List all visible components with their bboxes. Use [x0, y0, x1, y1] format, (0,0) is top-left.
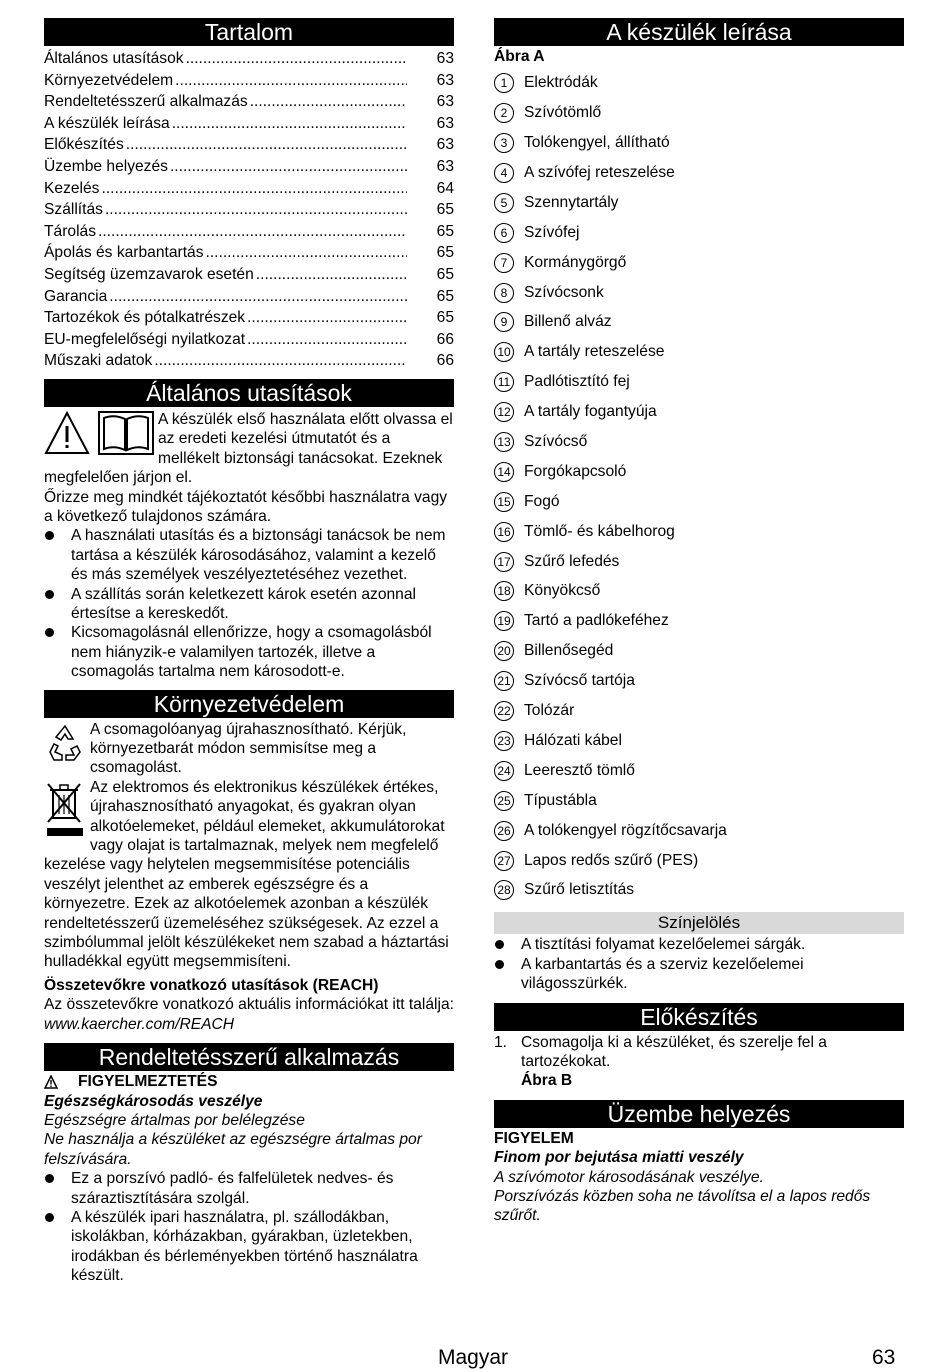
- bullet-item: A készülék ipari használatra, pl. szállodákban, iskolákban, kórházakban, gyárakban, üzletekben, irodákban és bérleményekben történő használatra készült.: [44, 1208, 454, 1286]
- part-number-badge: 24: [494, 761, 514, 781]
- part-item: [494, 487, 904, 517]
- hazard-line: Ne használja a készüléket az egészségre ártalmas por felszívására.: [44, 1131, 422, 1168]
- part-label: Billenő alváz: [524, 313, 612, 331]
- crossed-bin-icon: [44, 780, 86, 840]
- bullet-item: Ez a porszívó padló- és falfelületek nedves- és száraztisztítására szolgál.: [44, 1169, 454, 1208]
- warning-label-row: [44, 1072, 454, 1091]
- toc-item[interactable]: [44, 307, 454, 329]
- part-item: [494, 278, 904, 308]
- part-label: A tartály fogantyúja: [524, 403, 657, 421]
- part-item: [494, 367, 904, 397]
- hazard-title: Egészségkárosodás veszélye: [44, 1092, 263, 1110]
- part-label: Elektródák: [524, 74, 598, 92]
- preparation-heading: Előkészítés: [494, 1003, 904, 1031]
- toc-leader: [154, 350, 407, 372]
- toc-item[interactable]: [44, 286, 454, 308]
- parts-list: [494, 68, 904, 905]
- part-item: [494, 98, 904, 128]
- toc-item[interactable]: [44, 221, 454, 243]
- part-number-badge: 10: [494, 342, 514, 362]
- right-column: [494, 18, 904, 1226]
- part-item: [494, 726, 904, 756]
- prep-step-text: Csomagolja ki a készüléket, és szerelje fel a tartozékokat.: [521, 1033, 827, 1070]
- toc-leader: [170, 156, 407, 178]
- part-number-badge: 9: [494, 312, 514, 332]
- toc-leader: [247, 307, 407, 329]
- toc-item-page: 65: [436, 222, 454, 240]
- color-coding-heading: Színjelölés: [494, 912, 904, 934]
- part-item: [494, 875, 904, 905]
- environment-heading: Környezetvédelem: [44, 690, 454, 718]
- part-item: [494, 427, 904, 457]
- part-label: Lapos redős szűrő (PES): [524, 851, 699, 869]
- toc-item-page: 63: [436, 71, 454, 89]
- startup-heading: Üzembe helyezés: [494, 1100, 904, 1128]
- part-item: [494, 517, 904, 547]
- part-label: A szívófej reteszelése: [524, 164, 675, 182]
- toc-leader: [186, 48, 407, 70]
- hazard-line: A szívómotor károsodásának veszélye.: [494, 1168, 764, 1186]
- notice-label: FIGYELEM: [494, 1129, 574, 1147]
- part-number-badge: 8: [494, 283, 514, 303]
- toc-item[interactable]: [44, 156, 454, 178]
- part-item: [494, 547, 904, 577]
- part-number-badge: 4: [494, 163, 514, 183]
- intended-use-section: [44, 1072, 454, 1285]
- part-item: [494, 337, 904, 367]
- reach-paragraph: [44, 995, 454, 1034]
- general-intro: A készülék első használata előtt olvassa el az eredeti kezelési útmutatót és a mellékelt biztonsági tanácsokat. Ezeknek megfelelően járjon el.: [44, 410, 453, 487]
- toc-item-page: 65: [436, 287, 454, 305]
- toc-item-title: Ápolás és karbantartás: [44, 244, 204, 262]
- bullet-item: A használati utasítás és a biztonsági tanácsok be nem tartása a készülék károsodásához, valamint a kezelő és más személyek veszélyeztetéséhez vezethet.: [44, 526, 454, 584]
- reach-text: Az összetevőkre vonatkozó aktuális információkat itt találja:: [44, 996, 454, 1014]
- reach-heading: Összetevőkre vonatkozó utasítások (REACH): [44, 976, 379, 994]
- part-item: [494, 248, 904, 278]
- part-label: Tömlő- és kábelhorog: [524, 522, 675, 540]
- part-item: [494, 397, 904, 427]
- toc-item-page: 65: [436, 265, 454, 283]
- part-number-badge: 15: [494, 492, 514, 512]
- toc-item[interactable]: [44, 199, 454, 221]
- hazard-line: Porszívózás közben soha ne távolítsa el a lapos redős szűrőt.: [494, 1188, 871, 1225]
- hazard-line: Egészségre ártalmas por belélegzése: [44, 1111, 305, 1129]
- part-label: Szívófej: [524, 223, 580, 241]
- part-number-badge: 22: [494, 701, 514, 721]
- toc-item-page: 66: [436, 330, 454, 348]
- warning-triangle-icon: [44, 411, 90, 457]
- bullet-item: A karbantartás és a szerviz kezelőelemei világosszürkék.: [494, 955, 904, 994]
- part-label: Forgókapcsoló: [524, 462, 627, 480]
- part-item: [494, 696, 904, 726]
- env-packaging-text: A csomagolóanyag újrahasznosítható. Kérjük, környezetbarát módon semmisítse meg a csomagolást.: [90, 720, 407, 777]
- toc-item-page: 63: [436, 50, 454, 67]
- toc-item-title: Tárolás: [44, 222, 96, 240]
- toc-item-title: Garancia: [44, 287, 108, 305]
- part-number-badge: 27: [494, 851, 514, 871]
- toc-item-title: Általános utasítások: [44, 50, 184, 67]
- part-item: [494, 606, 904, 636]
- toc-item[interactable]: [44, 329, 454, 351]
- figure-label: Ábra A: [494, 48, 545, 65]
- part-label: Típustábla: [524, 791, 597, 809]
- recycling-icon: [44, 722, 86, 764]
- toc-item-page: 63: [436, 157, 454, 175]
- part-number-badge: 16: [494, 522, 514, 542]
- bullet-item: A szállítás során keletkezett károk esetén azonnal értesítse a kereskedőt.: [44, 585, 454, 624]
- toc-item[interactable]: [44, 350, 454, 372]
- toc-leader: [105, 199, 407, 221]
- toc-list: [44, 48, 454, 372]
- part-label: Szűrő letisztítás: [524, 881, 635, 899]
- part-item: [494, 756, 904, 786]
- part-number-badge: 26: [494, 821, 514, 841]
- part-label: Szívócsonk: [524, 283, 604, 301]
- part-label: Könyökcső: [524, 582, 601, 600]
- toc-item[interactable]: [44, 264, 454, 286]
- part-label: Hálózati kábel: [524, 731, 622, 749]
- toc-item-page: 63: [436, 136, 454, 154]
- toc-leader: [250, 91, 407, 113]
- prep-figure-label: Ábra B: [521, 1072, 573, 1090]
- part-number-badge: 20: [494, 641, 514, 661]
- toc-item-title: EU-megfelelőségi nyilatkozat: [44, 330, 246, 348]
- part-item: [494, 846, 904, 876]
- manual-book-icon: [98, 410, 154, 456]
- warning-label: FIGYELMEZTETÉS: [78, 1073, 218, 1091]
- prep-step-number: 1.: [494, 1033, 508, 1051]
- toc-leader: [256, 264, 407, 286]
- general-keep: Őrizze meg mindkét tájékoztatót későbbi használatra vagy a következő tulajdonos számára.: [44, 488, 448, 525]
- toc-item-title: A készülék leírása: [44, 114, 170, 132]
- toc-item-title: Műszaki adatok: [44, 352, 153, 370]
- part-item: [494, 457, 904, 487]
- part-number-badge: 25: [494, 791, 514, 811]
- toc-item-title: Segítség üzemzavarok esetén: [44, 265, 254, 283]
- bullet-item: Kicsomagolásnál ellenőrizze, hogy a csomagolásból nem hiányzik-e valamilyen tartozék, illetve a csomagolás tartalma nem károsodott-e.: [44, 623, 454, 681]
- part-item: [494, 786, 904, 816]
- footer-page-number: 63: [872, 1346, 896, 1369]
- toc-item[interactable]: [44, 242, 454, 264]
- part-label: Billenősegéd: [524, 642, 614, 660]
- toc-item-title: Kezelés: [44, 179, 100, 197]
- toc-leader: [109, 286, 407, 308]
- toc-item[interactable]: [44, 134, 454, 156]
- part-label: Padlótisztító fej: [524, 373, 630, 391]
- part-number-badge: 17: [494, 552, 514, 572]
- part-number-badge: 1: [494, 73, 514, 93]
- toc-item-title: Rendeltetésszerű alkalmazás: [44, 93, 248, 111]
- left-column: [44, 18, 454, 1286]
- part-label: Szennytartály: [524, 193, 619, 211]
- prep-step: [494, 1033, 904, 1091]
- part-number-badge: 14: [494, 462, 514, 482]
- part-label: Fogó: [524, 492, 560, 510]
- footer-language: Magyar: [438, 1346, 509, 1369]
- part-label: Tartó a padlókeféhez: [524, 612, 669, 630]
- part-item: [494, 158, 904, 188]
- toc-leader: [206, 242, 408, 264]
- part-number-badge: 19: [494, 611, 514, 631]
- part-number-badge: 3: [494, 133, 514, 153]
- part-label: Tolózár: [524, 702, 575, 720]
- toc-item-title: Környezetvédelem: [44, 71, 174, 89]
- part-label: Szívócső: [524, 433, 588, 451]
- part-number-badge: 2: [494, 103, 514, 123]
- toc-item-page: 63: [436, 114, 454, 132]
- toc-item-title: Szállítás: [44, 201, 103, 219]
- preparation-section: [494, 1033, 904, 1091]
- toc-item-page: 66: [436, 352, 454, 370]
- hazard-title: Finom por bejutása miatti veszély: [494, 1149, 744, 1167]
- bullet-item: A tisztítási folyamat kezelőelemei sárgák.: [494, 935, 904, 954]
- toc-item[interactable]: [44, 48, 454, 70]
- part-label: Szűrő lefedés: [524, 552, 620, 570]
- reach-link[interactable]: www.kaercher.com/REACH: [44, 1015, 235, 1033]
- part-item: [494, 218, 904, 248]
- part-item: [494, 816, 904, 846]
- intended-use-heading: Rendeltetésszerű alkalmazás: [44, 1043, 454, 1071]
- env-electronics-text: Az elektromos és elektronikus készülékek értékes, újrahasznosítható anyagokat, és gyakran olyan alkotóelemeket, például elemeket, akkumulátorokat vagy olajat is tartalmaznak, melyek nem megfelelő kezelése vagy helytelen megsemmisítése potenciális veszélyt jelenthet az emberek egészségre és a környezetre. Ezek az alkotóelemek azonban a készülék rendeltetésszerű üzemeléséhez szükségesek. Az ezzel a szimbólummal jelölt készülékeket nem szabad a háztartási hulladékkal együtt megsemmisíteni.: [44, 778, 449, 971]
- toc-item-page: 63: [436, 93, 454, 111]
- part-number-badge: 28: [494, 880, 514, 900]
- general-section: [44, 410, 454, 682]
- part-number-badge: 12: [494, 402, 514, 422]
- startup-section: [494, 1129, 904, 1226]
- toc-item-page: 65: [436, 201, 454, 219]
- part-item: [494, 666, 904, 696]
- toc-leader: [172, 113, 407, 135]
- general-heading: Általános utasítások: [44, 379, 454, 407]
- part-label: A tolókengyel rögzítőcsavarja: [524, 821, 727, 839]
- toc-item-page: 65: [436, 309, 454, 327]
- part-label: Leeresztő tömlő: [524, 761, 635, 779]
- part-item: [494, 308, 904, 338]
- part-number-badge: 23: [494, 731, 514, 751]
- part-number-badge: 7: [494, 253, 514, 273]
- toc-leader: [175, 70, 407, 92]
- toc-item-title: Előkészítés: [44, 136, 124, 154]
- toc-heading: Tartalom: [44, 18, 454, 46]
- part-number-badge: 18: [494, 581, 514, 601]
- part-item: [494, 636, 904, 666]
- color-coding-section: [494, 935, 904, 993]
- part-label: Kormánygörgő: [524, 253, 627, 271]
- part-number-badge: 11: [494, 372, 514, 392]
- environment-section: [44, 720, 454, 1035]
- toc-item-page: 65: [436, 244, 454, 262]
- description-heading: A készülék leírása: [494, 18, 904, 46]
- toc-leader: [98, 221, 407, 243]
- part-item: [494, 68, 904, 98]
- toc-item-page: 64: [436, 179, 454, 197]
- warning-triangle-icon: [44, 1075, 58, 1089]
- part-label: Tolókengyel, állítható: [524, 134, 670, 152]
- toc-item[interactable]: [44, 178, 454, 200]
- toc-item-title: Tartozékok és pótalkatrészek: [44, 309, 246, 327]
- part-number-badge: 13: [494, 432, 514, 452]
- part-item: [494, 128, 904, 158]
- toc-item[interactable]: [44, 113, 454, 135]
- toc-item[interactable]: [44, 91, 454, 113]
- part-number-badge: 21: [494, 671, 514, 691]
- part-item: [494, 188, 904, 218]
- part-item: [494, 577, 904, 607]
- part-label: Szívócső tartója: [524, 672, 635, 690]
- part-label: A tartály reteszelése: [524, 343, 665, 361]
- toc-item[interactable]: [44, 70, 454, 92]
- toc-leader: [247, 329, 407, 351]
- toc-item-title: Üzembe helyezés: [44, 157, 168, 175]
- part-number-badge: 5: [494, 193, 514, 213]
- toc-leader: [126, 134, 407, 156]
- toc-leader: [101, 178, 407, 200]
- part-number-badge: 6: [494, 223, 514, 243]
- part-label: Szívótömlő: [524, 104, 602, 122]
